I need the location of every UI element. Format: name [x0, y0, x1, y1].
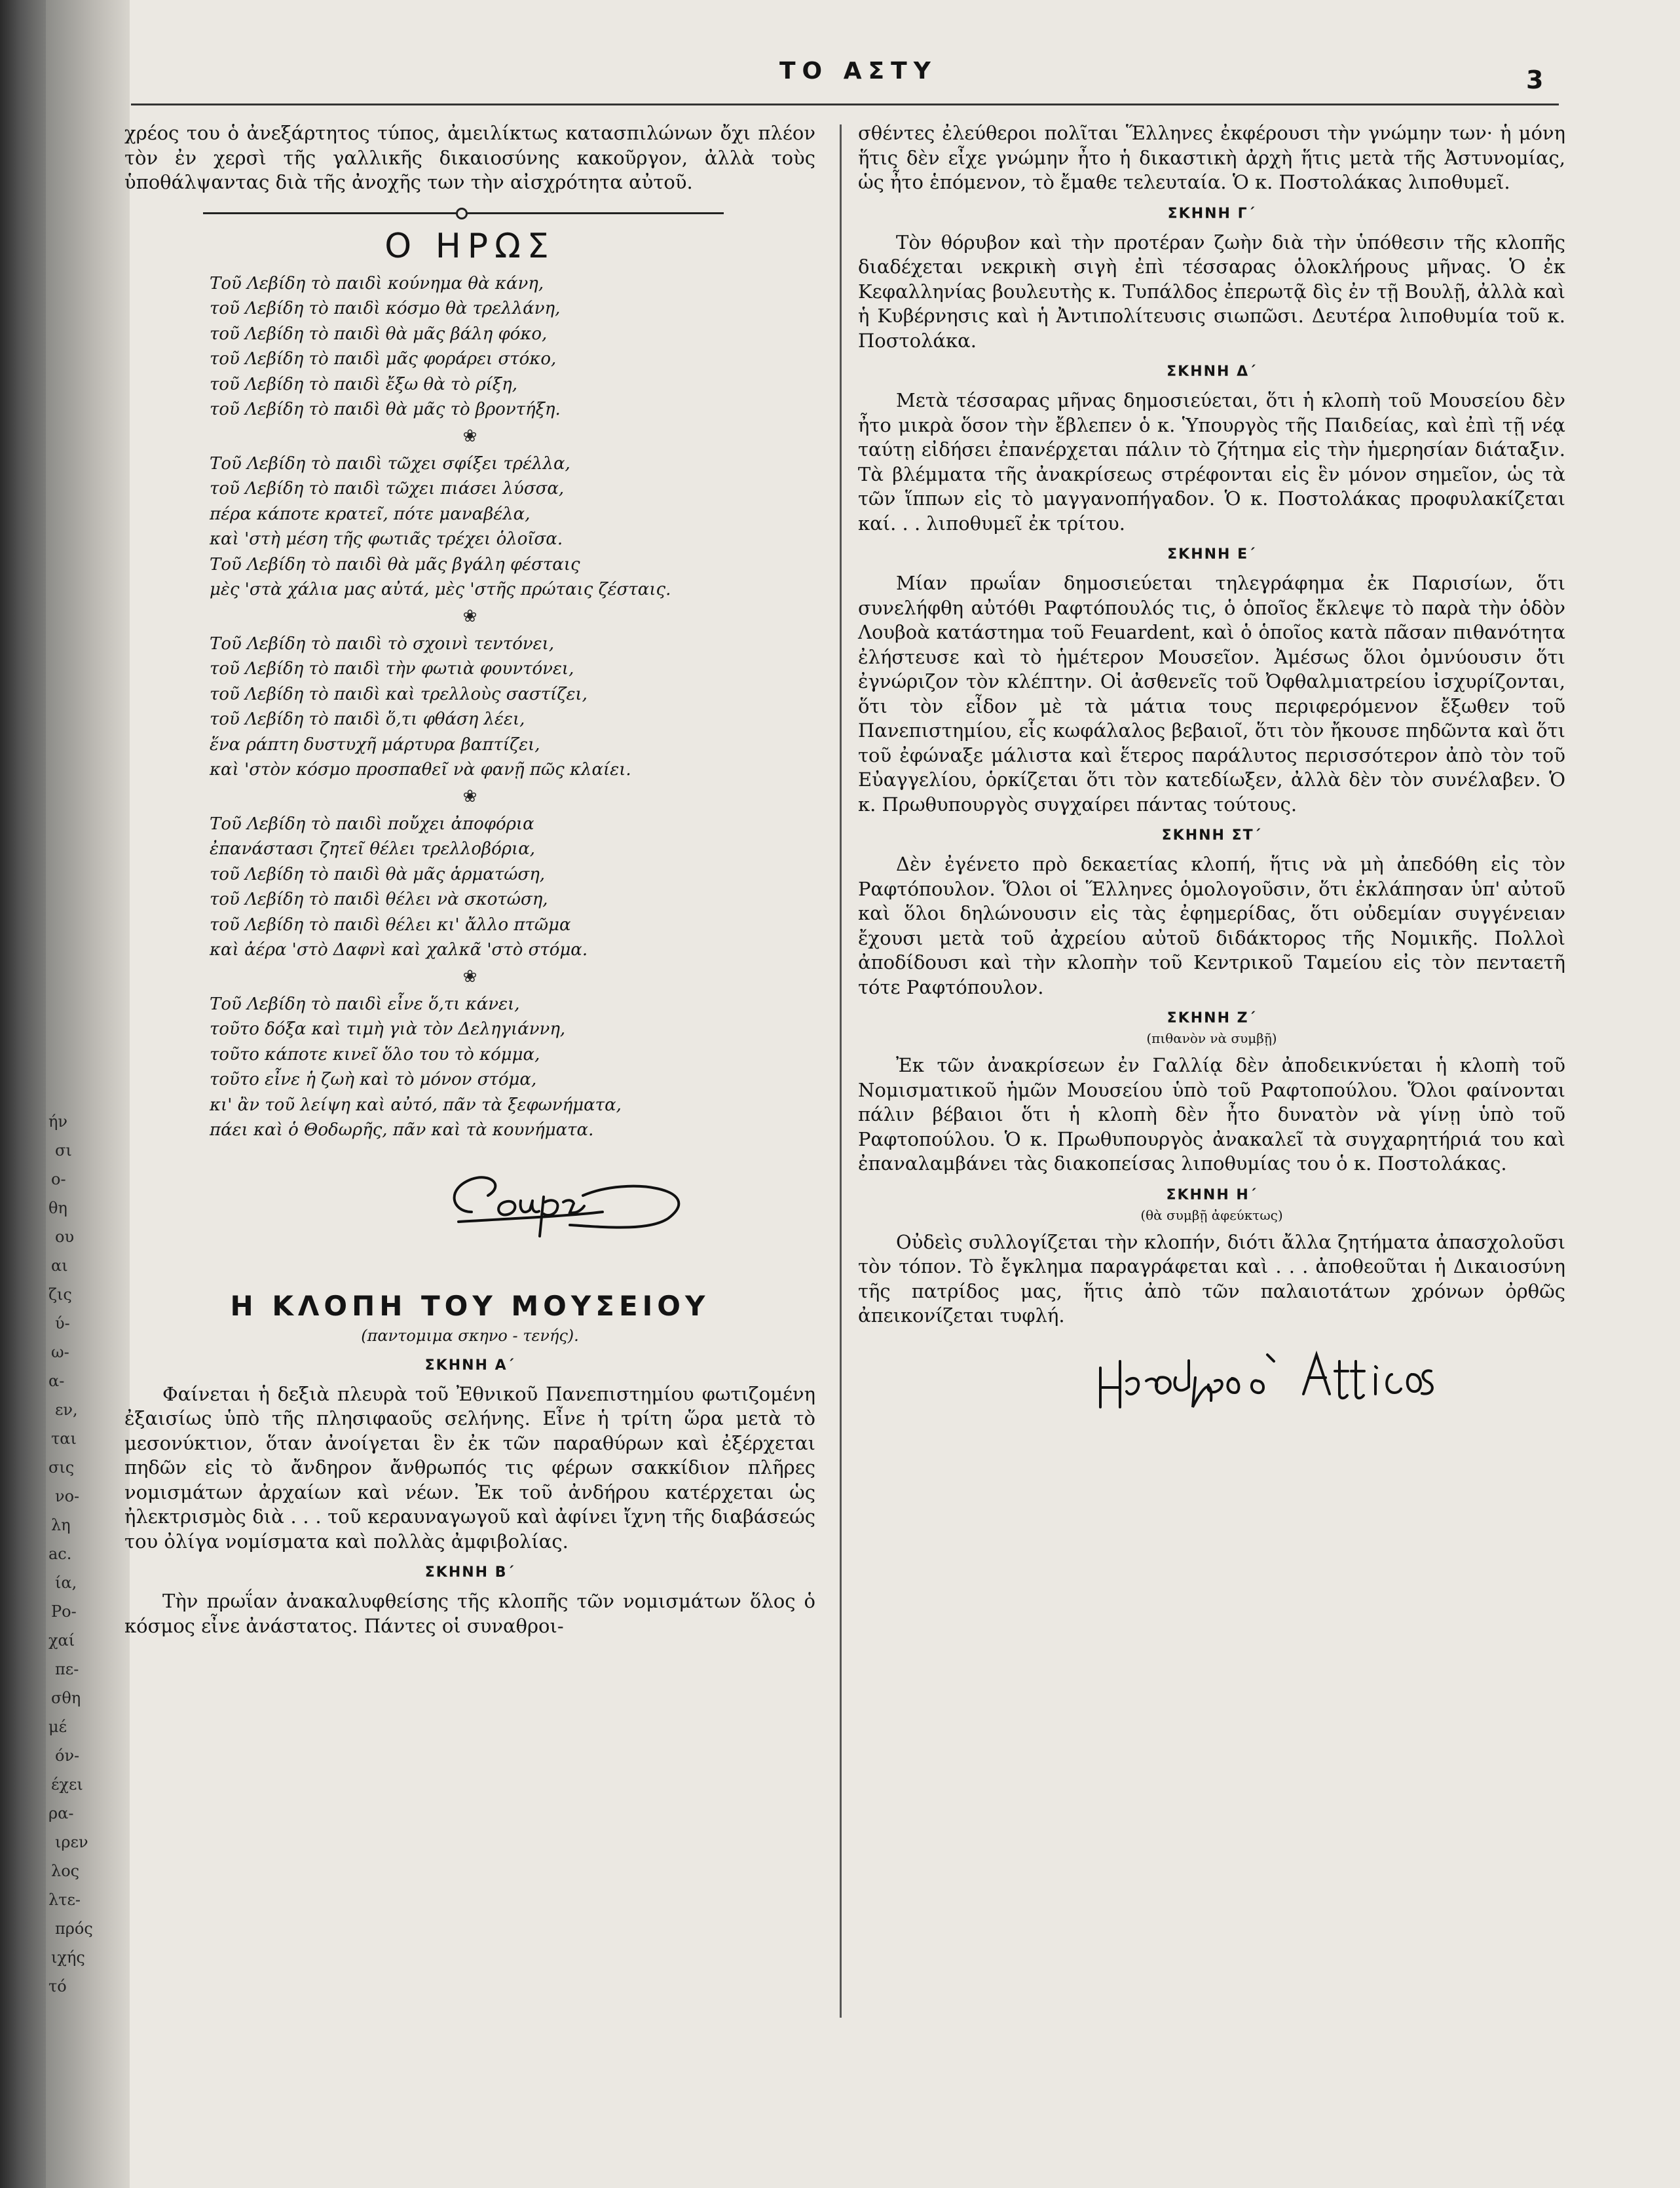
scene-heading: ΣΚΗΝΗ Β΄	[424, 1564, 515, 1581]
stanza-ornament: ❀	[462, 426, 477, 446]
poem-line: Τοῦ Λεβίδη τὸ παιδὶ ποὔχει ἀποφόρια	[210, 814, 534, 834]
scene-text: Φαίνεται ἡ δεξιὰ πλευρὰ τοῦ Ἐθνικοῦ Πανεπιστημίου φωτιζομένη ἐξαισίως ὑπὸ τῆς πλησιφαοῦς σελήνης. Εἶνε ἡ τρίτη ὥρα μετὰ τὸ μεσονύκτιον, ὅταν ἀνοίγεται ἓν ἐκ τῶν παραθύρων καὶ ἐξέρχεται πηδῶν εἰς τὸ ἄνδηρον ἄνθρωπός τις φέρων σακκίδιον πλῆρες νομισμάτων ἀρχαίων καὶ νέων. Ἐκ τοῦ ἀνδήρου κατέρχεται ὡς ἠλεκτρισμὸς διὰ . . . τοῦ κεραυναγωγοῦ καὶ ἀφίνει ἴχνη τῆς διαβάσεώς του ὀλίγα νομίσματα καὶ πολλὰς ἀμφιβολίας.	[124, 1382, 815, 1553]
page-edge-fragment: σι	[55, 1141, 72, 1160]
poem-line: ἕνα ράπτη δυστυχῆ μάρτυρα βαπτίζει,	[210, 734, 540, 755]
page-edge-fragment: όν-	[55, 1746, 80, 1765]
poem-line: Τοῦ Λεβίδη τὸ παιδὶ θὰ μᾶς βγάλη φέσταις	[210, 554, 580, 575]
page-edge-fragment: ία,	[55, 1574, 77, 1592]
poem-line: τοῦ Λεβίδη τὸ παιδὶ ἔξω θὰ τὸ ρίξη,	[210, 374, 517, 394]
poem-line: τοῦ Λεβίδη τὸ παιδὶ θὰ μᾶς βάλη φόκο,	[210, 324, 548, 344]
poem-stanza	[210, 451, 815, 603]
herodes-atticus-signature-image	[1087, 1342, 1559, 1420]
poem-title: Ο ΗΡΩΣ	[384, 226, 555, 266]
poem-line: ἐπανάστασι ζητεῖ θέλει τρελλοβόρια,	[210, 839, 536, 859]
poem-line: πέρα κάποτε κρατεῖ, πότε μαναβέλα,	[210, 504, 531, 524]
page-number: 3	[1526, 66, 1544, 94]
poem-line: τοῦτο εἶνε ἡ ζωὴ καὶ τὸ μόνον στόμα,	[210, 1070, 537, 1089]
poem-line: τοῦ Λεβίδη τὸ παιδὶ κόσμο θὰ τρελλάνη,	[210, 299, 561, 318]
scene-text: Τὸν θόρυβον καὶ τὴν προτέραν ζωὴν διὰ τὴν ὑπόθεσιν τῆς κλοπῆς διαδέχεται νεκρικὴ σιγὴ ἐπὶ τέσσαρας ὁλοκλήρους μῆνας. Ὁ ἐκ Κεφαλληνίας βουλευτὴς κ. Τυπάλδος ἐπερωτᾷ δὶς ἐν τῇ Βουλῇ, ἀλλὰ καὶ ἡ Κυβέρνησις καὶ ἡ Ἀντιπολίτευσις σιωπῶσι. Δευτέρα λιποθυμία τοῦ κ. Ποστολάκα.	[858, 231, 1565, 352]
poem-line: τοῦτο κάποτε κινεῖ ὅλο του τὸ κόμμα,	[210, 1044, 540, 1065]
right-column	[858, 121, 1565, 1427]
page-edge-fragment: ήν	[48, 1112, 67, 1131]
poem-line: τοῦ Λεβίδη τὸ παιδὶ θὰ μᾶς ἁρματώση,	[210, 864, 546, 884]
scene-text: Τὴν πρωΐαν ἀνακαλυφθείσης τῆς κλοπῆς τῶν νομισμάτων ὅλος ὁ κόσμος εἶνε ἀνάστατος. Πάντες οἱ συναθροι-	[124, 1590, 815, 1637]
page-edge-fragment: σις	[48, 1458, 75, 1477]
poem-line: τοῦ Λεβίδη τὸ παιδὶ μᾶς φοράρει στόκο,	[210, 349, 557, 369]
scene-heading: ΣΚΗΝΗ Ζ΄	[1167, 1010, 1257, 1027]
poem-line: Τοῦ Λεβίδη τὸ παιδὶ εἶνε ὅ,τι κάνει,	[210, 994, 520, 1014]
page-edge-fragment: σθη	[51, 1689, 81, 1707]
author-signature	[858, 1329, 1565, 1427]
poem-line: καὶ ἀέρα 'στὸ Δαφνὶ καὶ χαλκᾶ 'στὸ στόμα.	[210, 940, 588, 960]
scene-note: (πιθανὸν νὰ συμβῇ)	[1146, 1030, 1277, 1046]
poem-line: τοῦ Λεβίδη τὸ παιδὶ τῶχει πιάσει λύσσα,	[210, 479, 565, 499]
poem-line: Τοῦ Λεβίδη τὸ παιδὶ τῶχει σφίξει τρέλλα,	[210, 453, 570, 474]
page-edge-fragment: ύ-	[55, 1314, 70, 1332]
scene-heading: ΣΚΗΝΗ Ε΄	[1167, 546, 1256, 563]
poem-line: Τοῦ Λεβίδη τὸ παιδὶ κούνημα θὰ κάνη,	[210, 273, 544, 293]
poem-stanza	[210, 812, 815, 963]
scene-heading: ΣΚΗΝΗ Δ΄	[1167, 364, 1257, 380]
page-edge-fragment: ιχής	[51, 1948, 85, 1967]
page-edge-fragment: πε-	[55, 1660, 79, 1678]
left-column	[124, 121, 815, 1638]
souris-signature-image	[432, 1150, 734, 1241]
poem-line: τοῦ Λεβίδη τὸ παιδὶ θέλει κι' ἄλλο πτῶμα	[210, 915, 571, 935]
page-edge-fragment: ου	[55, 1228, 75, 1246]
poem-stanza	[210, 992, 815, 1143]
poem-line: τοῦ Λεβίδη τὸ παιδὶ καὶ τρελλοὺς σαστίζει,	[210, 684, 588, 704]
book-binding-shadow	[0, 0, 46, 2188]
page-edge-fragment: λη	[51, 1516, 71, 1534]
page-edge-fragment: νο-	[55, 1487, 80, 1505]
scene-text: Μίαν πρωΐαν δημοσιεύεται τηλεγράφημα ἐκ Παρισίων, ὅτι συνελήφθη αὐτόθι Ραφτόπουλός τις, ὁ ὁποῖος ἔκλεψε τὸ παρὰ τὴν ὁδὸν Λουβοὰ κατάστημα τοῦ Feuardent, καὶ ὁ ὁποῖος κατὰ πᾶσαν πιθανότητα ἐλήστευσε καὶ τὸ ἡμέτερον Μουσεῖον. Ἀμέσως ὅλοι ὀμνύουσιν ὅτι ἐγνώριζον τὸν κλέπτην. Οἱ ἀσθενεῖς τοῦ Ὀφθαλμιατρείου ἰσχυρίζονται, ὅτι τὸν εἶδον μὲ τὰ μάτια τους περιφερόμενον ἔξωθεν τοῦ Πανεπιστημίου, εἷς κωφάλαλος βεβαιοῖ, ὅτι τὸν ἤκουσε πηδῶντα καὶ ὅτι τοῦ ἐφώναξε μάλιστα καὶ ἕτερος παράλυτος περισσότερον ἀπὸ τὸν τοῦ Εὐαγγελίου, ὁρκίζεται ὅτι τὸν κατεδίωξεν, ἀλλὰ δὲν τὸν συνέλαβεν. Ὁ κ. Πρωθυπουργὸς συγχαίρει πάντας τούτους.	[858, 572, 1565, 816]
scene-heading: ΣΚΗΝΗ ΣΤ΄	[1161, 827, 1262, 844]
stanza-ornament: ❀	[462, 786, 477, 806]
page-edge-fragment: ζις	[48, 1285, 72, 1304]
poem-stanza	[210, 271, 815, 423]
scene-text: Μετὰ τέσσαρας μῆνας δημοσιεύεται, ὅτι ἡ κλοπὴ τοῦ Μουσείου δὲν ἦτο μικρὰ ὅσον τὴν ἔβλεπεν ὁ κ. Ὑπουργὸς τῆς Παιδείας, καὶ ἐπὶ τῇ νέᾳ ταύτῃ εἰδήσει ἐπανέρχεται πάλιν τὸ ζήτημα εἰς τὴν ἡμερησίαν διάταξιν. Τὰ βλέμματα τῆς ἀνακρίσεως στρέφονται εἰς ἓν μόνον σημεῖον, ὡς τὰ τῶν ἵππων εἰς τὸ μαγγανοπήγαδον. Ὁ κ. Ποστολάκας προφυλακίζεται καί. . . λιποθυμεῖ ἐκ τρίτου.	[858, 389, 1565, 535]
poem-line: τοῦ Λεβίδη τὸ παιδὶ τὴν φωτιὰ φουντόνει,	[210, 659, 574, 679]
page-edge-fragment: α-	[48, 1372, 65, 1390]
poem-line: πάει καὶ ὁ Θοδωρῆς, πᾶν καὶ τὰ κουνήματα.	[210, 1120, 594, 1140]
scene-text: Ἐκ τῶν ἀνακρίσεων ἐν Γαλλίᾳ δὲν ἀποδεικνύεται ἡ κλοπὴ τοῦ Νομισματικοῦ ἡμῶν Μουσείου ὑπὸ τοῦ Ραφτοπούλου. Ὅλοι φαίνονται πάλιν βέβαιοι ὅτι ἡ κλοπὴ δὲν ἦτο δυνατὸν νὰ γίνῃ ὑπὸ τοῦ Ραφτοπούλου. Ὁ κ. Πρωθυπουργὸς ἀνακαλεῖ τὰ συγχαρητήριά του καὶ ἐπαναλαμβάνει τὰς διακοπείσας λιποθυμίας του ὁ κ. Ποστολάκας.	[858, 1054, 1565, 1175]
poem-line: τοῦ Λεβίδη τὸ παιδὶ θέλει νὰ σκοτώση,	[210, 890, 548, 909]
page-edge-fragment: αι	[51, 1256, 68, 1275]
page-edge-fragment: ται	[51, 1429, 77, 1448]
page-edge-fragment: εν,	[55, 1401, 78, 1419]
stanza-ornament: ❀	[462, 606, 477, 626]
page-edge-fragment: λτε-	[48, 1891, 81, 1909]
poem-line: τοῦ Λεβίδη τὸ παιδὶ ὅ,τι φθάση λέει,	[210, 709, 525, 729]
masthead: ΤΟ ΑΣΤΥ	[779, 58, 937, 85]
intro-paragraph: χρέος του ὁ ἀνεξάρτητος τύπος, ἀμειλίκτως κατασπιλώνων ὄχι πλέον τὸν ἐν χερσὶ τῆς γαλλικῆς δικαιοσύνης κακοῦργον, ἀλλὰ τοὺς ὑποθάλψαντας διὰ τῆς ἀνοχῆς των τὴν αἰσχρότητα αὐτοῦ.	[124, 122, 815, 193]
page-edge-fragment: τό	[48, 1977, 67, 1995]
column-divider	[840, 124, 842, 2018]
poem-line: κι' ἂν τοῦ λείψη καὶ αὐτό, πᾶν τὰ ξεφωνήματα,	[210, 1095, 622, 1115]
poem-line: Τοῦ Λεβίδη τὸ παιδὶ τὸ σχοινὶ τεντόνει,	[210, 633, 555, 654]
page-edge-fragment: ιρεν	[55, 1833, 88, 1851]
poem-line: καὶ 'στὸν κόσμο προσπαθεῖ νὰ φανῇ πῶς κλαίει.	[210, 760, 631, 780]
page-edge-fragment: Ρο-	[51, 1602, 77, 1621]
poet-signature	[124, 1143, 815, 1254]
section-divider	[124, 203, 815, 223]
scene-note: (θὰ συμβῇ ἀφεύκτως)	[1140, 1207, 1283, 1223]
page-edge-fragment: ac.	[48, 1545, 72, 1563]
article-subtitle: (παντομιμα σκηνο - τενής).	[361, 1326, 579, 1345]
scene-heading: ΣΚΗΝΗ Η΄	[1166, 1186, 1258, 1203]
header-rule	[131, 104, 1559, 105]
article-title: Η ΚΛΟΠΗ ΤΟΥ ΜΟΥΣΕΙΟΥ	[230, 1289, 710, 1322]
page-edge-fragment: ω-	[51, 1343, 69, 1361]
stanza-ornament: ❀	[462, 966, 477, 987]
page-edge-fragment: πρός	[55, 1919, 93, 1938]
poem-line: μὲς 'στὰ χάλια μας αὐτά, μὲς 'στῆς πρώταις ζέσταις.	[210, 580, 671, 599]
scene-text: σθέντες ἐλεύθεροι πολῖται Ἕλληνες ἐκφέρουσι τὴν γνώμην των· ἡ μόνη ἥτις δὲν εἶχε γνώμην ἦτο ἡ δικαστικὴ ἀρχὴ ἥτις μετὰ τῆς Ἀστυνομίας, ὡς ἦτο ἑπόμενον, τὸ ἔμαθε τελευταία. Ὁ κ. Ποστολάκας λιποθυμεῖ.	[858, 122, 1565, 193]
scene-heading: ΣΚΗΝΗ Α΄	[424, 1357, 515, 1374]
poem-line: τοῦ Λεβίδη τὸ παιδὶ θὰ μᾶς τὸ βροντήξη.	[210, 400, 561, 419]
poem-stanza	[210, 632, 815, 783]
scene-text: Οὐδεὶς συλλογίζεται τὴν κλοπήν, διότι ἄλλα ζητήματα ἀπασχολοῦσι τὸν τόπον. Τὸ ἔγκλημα παραγράφεται καὶ . . . ἀποθεοῦται ἡ Δικαιοσύνη τῆς πατρίδος μας, ἥτις ἀπὸ τῶν παλαιοτάτων χρόνων ὀρθῶς ἀπεικονίζεται τυφλή.	[858, 1230, 1565, 1327]
poem-line: καὶ 'στὴ μέση τῆς φωτιᾶς τρέχει ὁλοῖσα.	[210, 529, 563, 549]
poem-line: τοῦτο δόξα καὶ τιμὴ γιὰ τὸν Δεληγιάννη,	[210, 1019, 566, 1039]
page-edge-fragment: μέ	[48, 1718, 67, 1736]
scene-heading: ΣΚΗΝΗ Γ΄	[1167, 205, 1256, 222]
page-edge-fragment: ο-	[51, 1170, 66, 1188]
page-edge-fragment: θη	[48, 1199, 67, 1217]
page-edge-fragment: έχει	[51, 1775, 83, 1794]
page-edge-fragment: χαί	[48, 1631, 75, 1650]
page-edge-fragment: λος	[51, 1862, 80, 1880]
scene-text: Δὲν ἐγένετο πρὸ δεκαετίας κλοπή, ἥτις νὰ μὴ ἀπεδόθη εἰς τὸν Ραφτόπουλον. Ὅλοι οἱ Ἕλληνες ὁμολογοῦσιν, ὅτι ἐκλάπησαν ὑπ' αὐτοῦ καὶ ὅλοι δηλώνουσιν εἰς τὰς ἐφημερίδας, ὅτι οὐδεμίαν συγγένειαν ἔχουσι μετὰ τοῦ ἀχρείου αὐτοῦ διδάκτορος τῆς Νομικῆς. Πολλοὶ ἀποδίδουσι καὶ τὴν κλοπὴν τοῦ Κεντρικοῦ Ταμείου εἰς τὸν πενταετῆ τότε Ραφτόπουλον.	[858, 853, 1565, 998]
previous-page-edge	[46, 0, 130, 2188]
page-edge-fragment: ρα-	[48, 1804, 74, 1822]
